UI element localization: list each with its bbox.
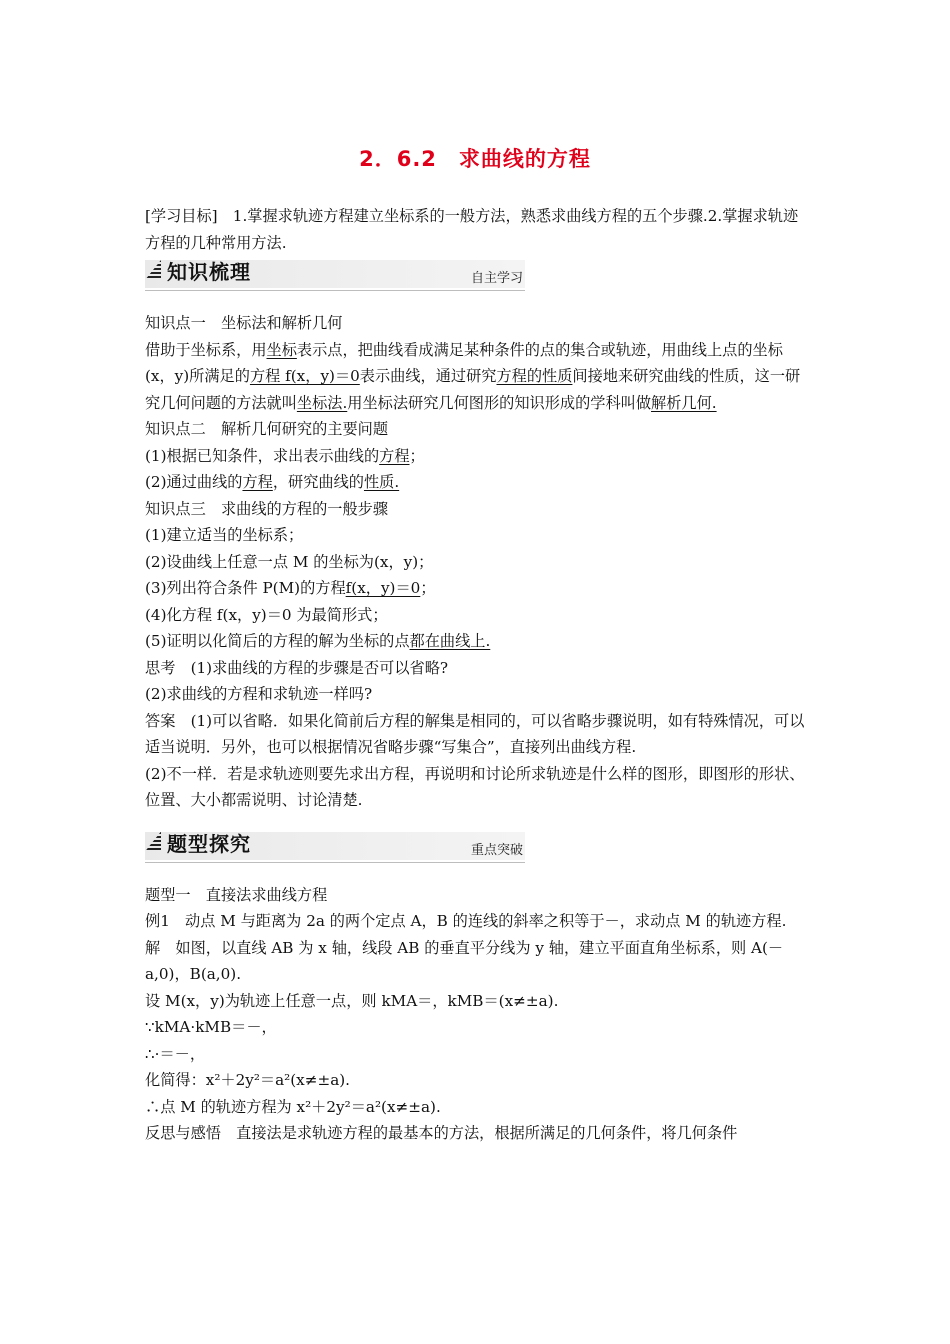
knowledge-point-2-item-1: (1)根据已知条件，求出表示曲线的方程； bbox=[145, 446, 425, 465]
step-2: (2)设曲线上任意一点 M 的坐标为(x，y)； bbox=[145, 552, 434, 571]
solution-line-6: ∴点 M 的轨迹方程为 x²＋2y²＝a²(x≠±a). bbox=[145, 1097, 441, 1116]
step-5: (5)证明以化简后的方程的解为坐标的点都在曲线上. bbox=[145, 632, 491, 650]
knowledge-point-1-body: 借助于坐标系，用坐标表示点，把曲线看成满足某种条件的点的集合或轨迹，用曲线上点的坐标(x，y)所满足的方程 f(x，y)＝0表示曲线，通过研究方程的性质间接地来研究曲线的性质，这一研究几何问题的方法就叫坐标法.用坐标法研究几何图形的知识形成的学科叫做解析几何. bbox=[145, 340, 801, 412]
answer-1: 答案 (1)可以省略．如果化简前后方程的解集是相同的，可以省略步骤说明，如有特殊情况，可以适当说明．另外，也可以根据情况省略步骤“写集合”，直接列出曲线方程. bbox=[145, 711, 805, 756]
knowledge-point-2-item-2: (2)通过曲线的方程，研究曲线的性质. bbox=[145, 473, 400, 491]
content bbox=[145, 203, 805, 1147]
section-banner-types bbox=[145, 828, 525, 868]
type-1-heading: 题型一 直接法求曲线方程 bbox=[145, 885, 328, 904]
banner-subtitle: 重点突破 bbox=[470, 842, 523, 858]
solution-line-5: 化简得：x²＋2y²＝a²(x≠±a). bbox=[145, 1071, 351, 1089]
solution-line-1: 解 如图，以直线 AB 为 x 轴，线段 AB 的垂直平分线为 y 轴，建立平面直角坐标系，则 A(－a,0)，B(a,0). bbox=[145, 938, 784, 983]
knowledge-point-2-heading: 知识点二 解析几何研究的主要问题 bbox=[145, 420, 388, 438]
solution-line-3: ∵kMA·kMB＝－， bbox=[145, 1018, 277, 1036]
banner-subtitle: 自主学习 bbox=[470, 271, 523, 286]
example-1: 例1 动点 M 与距离为 2a 的两个定点 A，B 的连线的斜率之积等于－，求动点 M 的轨迹方程. bbox=[145, 912, 787, 930]
learning-objectives: [学习目标] 1.掌握求轨迹方程建立坐标系的一般方法，熟悉求曲线方程的五个步骤.2.掌握求轨迹方程的几种常用方法. bbox=[145, 207, 799, 252]
step-1: (1)建立适当的坐标系； bbox=[145, 526, 304, 544]
solution-line-2: 设 M(x，y)为轨迹上任意一点，则 kMA＝，kMB＝(x≠±a). bbox=[145, 991, 559, 1010]
page-title: 2．6.2 求曲线的方程 bbox=[359, 147, 591, 171]
think-question-2: (2)求曲线的方程和求轨迹一样吗? bbox=[145, 685, 373, 703]
section-banner-knowledge bbox=[145, 256, 525, 296]
banner-title: 题型探究 bbox=[167, 831, 251, 856]
think-question-1: 思考 (1)求曲线的方程的步骤是否可以省略? bbox=[145, 658, 449, 677]
knowledge-point-3-heading: 知识点三 求曲线的方程的一般步骤 bbox=[145, 499, 388, 518]
step-4: (4)化方程 f(x，y)＝0 为最简形式； bbox=[145, 605, 388, 624]
knowledge-point-1-heading: 知识点一 坐标法和解析几何 bbox=[145, 314, 343, 332]
step-3: (3)列出符合条件 P(M)的方程f(x，y)＝0； bbox=[145, 579, 436, 597]
answer-2: (2)不一样．若是求轨迹则要先求出方程，再说明和讨论所求轨迹是什么样的图形，即图形的形状、位置、大小都需说明、讨论清楚. bbox=[145, 764, 805, 809]
reflection: 反思与感悟 直接法是求轨迹方程的最基本的方法，根据所满足的几何条件，将几何条件 bbox=[145, 1124, 738, 1142]
banner-title: 知识梳理 bbox=[167, 260, 251, 284]
solution-line-4: ∴·＝－， bbox=[145, 1044, 206, 1063]
